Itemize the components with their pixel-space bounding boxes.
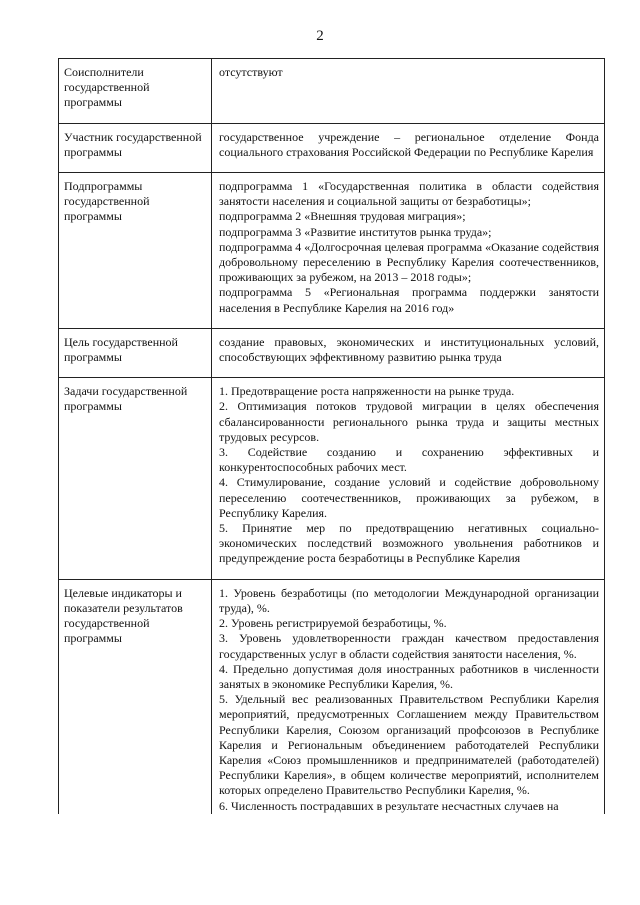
row-value [212,59,605,124]
program-passport-table [58,58,605,814]
value-line: подпрограмма 4 «Долгосрочная целевая программа «Оказание содействия добровольному переселению в Республику Карелия соотечественников, проживающих за рубежом, на 2013 – 2018 годы»; [219,239,599,285]
table-row-tasks [59,378,605,579]
value-line: 4. Стимулирование, создание условий и содействие добровольному переселению соотечественников, проживающих за рубежом, в Республику Карелия. [219,475,599,520]
table-row-participant [59,123,605,172]
row-label: Задачи государственной программы [59,378,212,579]
value-line: 5. Принятие мер по предотвращению негативных социально-экономических последствий возможного увольнения работников и предупреждение роста безработицы в Республике Карелия [219,521,599,566]
table-row-goal [59,328,605,377]
value-line: 6. Численность пострадавших в результате несчастных случаев на [219,798,559,813]
value-line: отсутствуют [219,65,283,79]
row-label: Целевые индикаторы и показатели результатов государственной программы [59,579,212,814]
value-line: 5. Удельный вес реализованных Правительством Республики Карелия мероприятий, предусмотренных Соглашением между Правительством Республики Карелия, Союзом организаций профсоюзов в Республике Карелия и Региональным объединением работодателей Республики Карелия «Союз промышленников и предпринимателей (работодателей) Республики Карелия», в общем количестве мероприятий, исполнителем которых определено Правительство Республики Карелия, %. [219,692,599,798]
table-row-co-executors [59,59,605,124]
row-label: Подпрограммы государственной программы [59,173,212,329]
value-line: подпрограмма 5 «Региональная программа поддержки занятости населения в Республике Карелия на 2016 год» [219,285,599,315]
row-value [212,328,605,377]
value-line: создание правовых, экономических и институциональных условий, способствующих эффективному развитию рынка труда [219,334,599,365]
row-value [212,123,605,172]
value-line: 1. Уровень безработицы (по методологии Международной организации труда), %. [219,585,599,615]
value-line: 4. Предельно допустимая доля иностранных работников в численности занятых в экономике Республики Карелия, %. [219,661,599,691]
value-line: подпрограмма 2 «Внешняя трудовая миграция»; [219,209,466,224]
table-row-indicators [59,579,605,814]
value-line: подпрограмма 3 «Развитие институтов рынка труда»; [219,224,492,239]
value-line: государственное учреждение – региональное отделение Фонда социального страхования Российской Федерации по Республике Карелия [219,129,599,159]
row-label: Соисполнители государственной программы [59,59,212,124]
page-number: 2 [316,28,324,44]
value-line: 2. Уровень регистрируемой безработицы, %. [219,616,447,631]
value-line: 3. Содействие созданию и сохранению эффективных и конкурентоспособных рабочих мест. [219,445,599,475]
value-line: 3. Уровень удовлетворенности граждан качеством предоставления государственных услуг в области содействия занятости населения, %. [219,631,599,661]
value-line: 2. Оптимизация потоков трудовой миграции в целях обеспечения сбалансированности регионального рынка труда и защиты местных трудовых ресурсов. [219,399,599,444]
row-value [212,378,605,579]
value-line: подпрограмма 1 «Государственная политика в области содействия занятости населения и социальной защиты от безработицы»; [219,179,599,209]
row-value [212,173,605,329]
row-value [212,579,605,814]
row-label: Цель государственной программы [59,328,212,377]
table-row-subprograms [59,173,605,329]
value-line: 1. Предотвращение роста напряженности на рынке труда. [219,384,515,399]
row-label: Участник государственной программы [59,123,212,172]
